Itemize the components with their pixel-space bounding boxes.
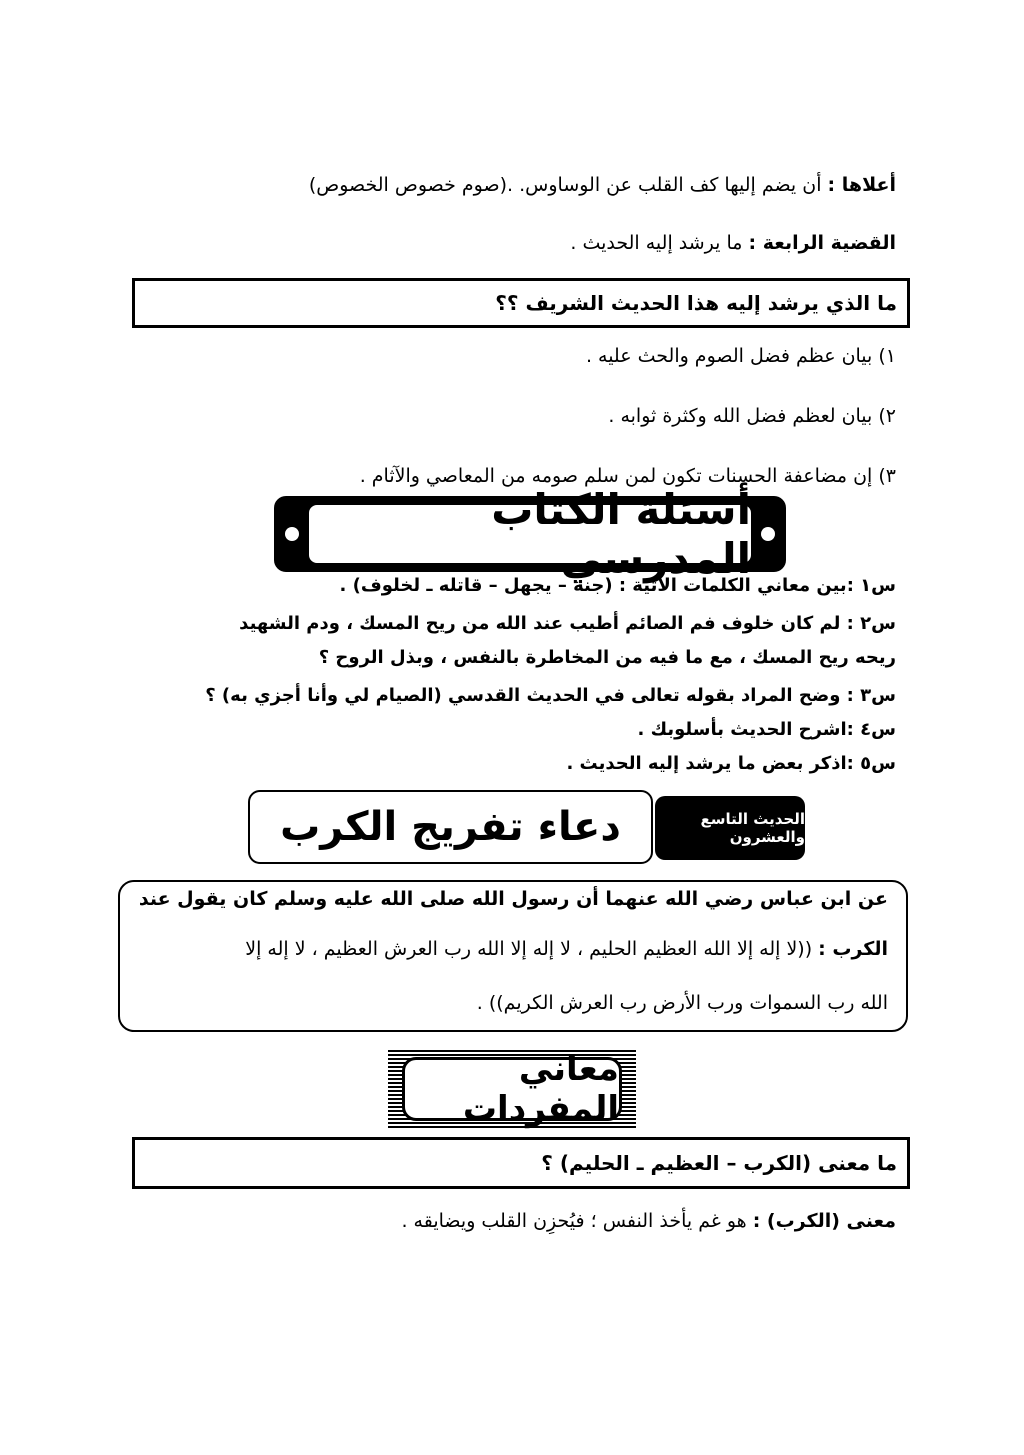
section-title: دعاء تفريج الكرب [248,790,653,864]
hadith-line-2-text: ((لا إله إلا الله العظيم الحليم ، لا إله إلا الله رب العرش العظيم ، لا إله إلا [245,938,819,960]
question-box-2 [132,1137,910,1189]
meaning-label: معنى (الكرب) : [752,1210,896,1232]
vocabulary-title: معاني المفردات [402,1057,622,1121]
question-2: س٢ : لم كان خلوف فم الصائم أطيب عند الله من ريح المسك ، ودم الشهيد [239,613,896,634]
hadith-line-2 [245,938,888,960]
hadith-line-3: الله رب السموات ورب الأرض رب العرش الكريم)) . [476,992,888,1014]
hadith-text-box [118,880,908,1032]
meaning-text: هو غم يأخذ النفس ؛ فيُحزِن القلب ويضايقه . [401,1210,753,1232]
point-3: ٣) إن مضاعفة الحسنات تكون لمن سلم صومه من المعاصي والآثام . [359,465,896,487]
banner-title: أسئلة الكتاب المدرسي [307,503,753,565]
hadith-line-2-label: الكرب : [818,938,888,960]
banner-dot-right [761,527,775,541]
question-3: س٣ : وضح المراد بقوله تعالى في الحديث القدسي (الصيام لي وأنا أجزي به) ؟ [205,685,896,706]
question-box-1-text: ما الذي يرشد إليه هذا الحديث الشريف ؟؟ [495,291,897,315]
top-line-2 [570,230,896,256]
top-line-1 [309,172,896,198]
vocabulary-banner [388,1050,636,1128]
top-line-2-label: القضية الرابعة : [748,232,896,254]
question-box-2-text: ما معنى (الكرب – العظيم ـ الحليم) ؟ [541,1151,897,1175]
question-2-cont: ريحه ريح المسك ، مع ما فيه من المخاطرة بالنفس ، وبذل الروح ؟ [318,647,896,668]
point-2: ٢) بيان لعظم فضل الله وكثرة ثوابه . [608,405,896,427]
point-1: ١) بيان عظم فضل الصوم والحث عليه . [585,345,896,367]
textbook-questions-banner [274,485,786,583]
hadith-number-tag: الحديث التاسع والعشرون [655,796,805,860]
top-line-2-text: ما يرشد إليه الحديث . [570,232,749,254]
question-1: س١ :بين معاني الكلمات الآتية : (جنة – يجهل – قاتله ـ لخلوف) . [339,575,896,596]
question-box-1 [132,278,910,328]
question-4: س٤ :اشرح الحديث بأسلوبك . [637,719,896,740]
meaning-line [401,1208,896,1234]
top-line-1-text: أن يضم إليها كف القلب عن الوساوس. .(صوم خصوص الخصوص) [308,174,828,196]
hadith-line-1: عن ابن عباس رضي الله عنهما أن رسول الله صلى الله عليه وسلم كان يقول عند [138,888,888,910]
top-line-1-label: أعلاها : [827,174,896,196]
banner-dot-left [285,527,299,541]
question-5: س٥ :اذكر بعض ما يرشد إليه الحديث . [566,753,896,774]
